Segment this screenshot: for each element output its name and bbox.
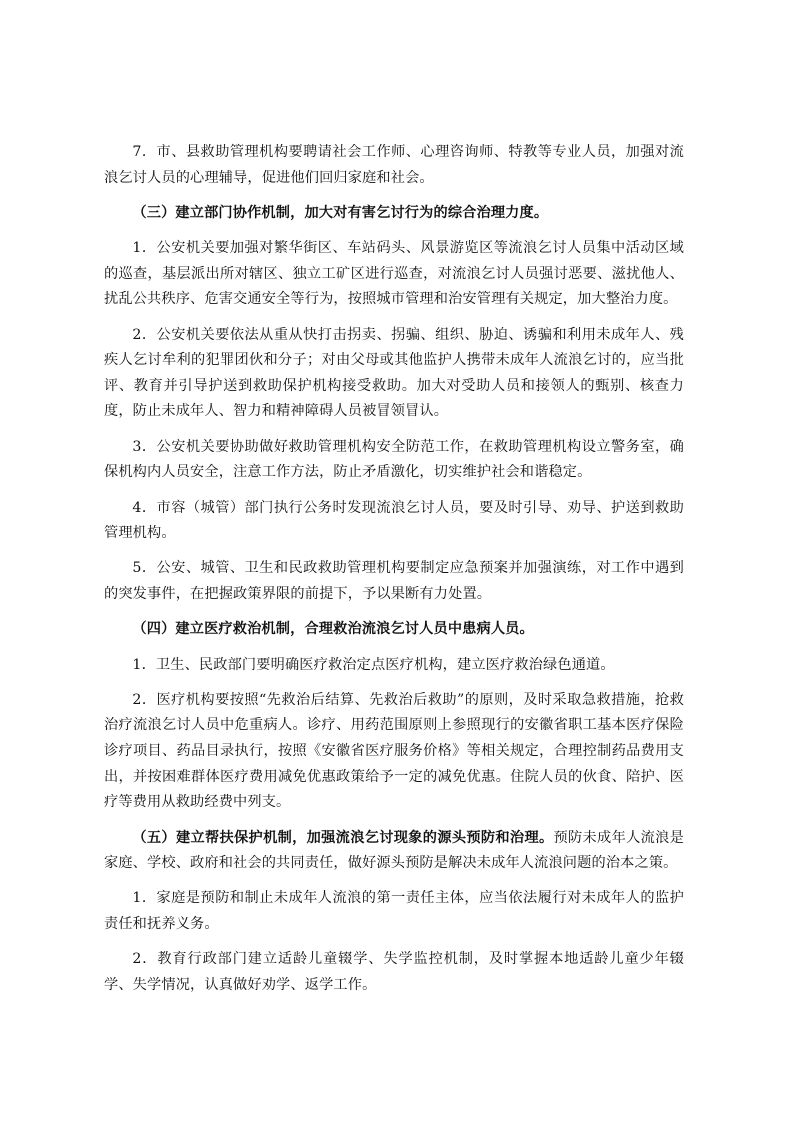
paragraph-5-1: 1．家庭是预防和制止未成年人流浪的第一责任主体，应当依法履行对未成年人的监护责任和抚养义务。 [104, 890, 684, 932]
section-heading-4: （四）建立医疗救治机制，合理救治流浪乞讨人员中患病人员。 [132, 621, 534, 638]
paragraph-3-4: 4．市容（城管）部门执行公务时发现流浪乞讨人员，要及时引导、劝导、护送到救助管理机构。 [104, 499, 684, 542]
document-body [104, 140, 684, 1008]
paragraph-5-2: 2．教育行政部门建立适龄儿童辍学、失学监控机制，及时掌握本地适龄儿童少年辍学、失学情况，认真做好劝学、返学工作。 [104, 951, 684, 993]
paragraph-3-3: 3．公安机关要协助做好救助管理机构安全防范工作，在救助管理机构设立警务室，确保机构内人员安全，注意工作方法，防止矛盾激化，切实维护社会和谐稳定。 [104, 438, 684, 481]
paragraph-3-5: 5．公安、城管、卫生和民政救助管理机构要制定应急预案并加强演练，对工作中遇到的突发事件，在把握政策界限的前提下，予以果断有力处置。 [104, 560, 684, 603]
section-heading-5-paragraph [104, 826, 684, 877]
section-heading-5: （五）建立帮扶保护机制，加强流浪乞讨现象的源头预防和治理。 [132, 829, 554, 846]
paragraph-4-1: 1．卫生、民政部门要明确医疗救治定点医疗机构，建立医疗救治绿色通道。 [132, 656, 615, 673]
paragraph-3-1: 1．公安机关要加强对繁华街区、车站码头、风景游览区等流浪乞讨人员集中活动区域的巡查，基层派出所对辖区、独立工矿区进行巡查，对流浪乞讨人员强讨恶要、滋扰他人、扰乱公共秩序、危害交通安全等行为，按照城市管理和治安管理有关规定，加大整治力度。 [104, 240, 684, 308]
paragraph-4-2: 2．医疗机构要按照“先救治后结算、先救治后救助”的原则，及时采取急救措施，抢救治疗流浪乞讨人员中危重病人。诊疗、用药范围原则上参照现行的安徽省职工基本医疗保险诊疗项目、药品目录执行，按照《安徽省医疗服务价格》等相关规定，合理控制药品费用支出，并按困难群体医疗费用减免优惠政策给予一定的减免优惠。住院人员的伙食、陪护、医疗等费用从救助经费中列支。 [104, 691, 684, 811]
section-heading-3: （三）建立部门协作机制，加大对有害乞讨行为的综合治理力度。 [132, 204, 549, 221]
section-5-intro: 预防未成年人流浪是家庭、学校、政府和社会的共同责任，做好源头预防是解决未成年人流浪问题的治本之策。 [104, 829, 684, 872]
paragraph-3-2: 2．公安机关要依法从重从快打击拐卖、拐骗、组织、胁迫、诱骗和利用未成年人、残疾人乞讨牟利的犯罪团伙和分子；对由父母或其他监护人携带未成年人流浪乞讨的，应当批评、教育并引导护送到救助保护机构接受救助。加大对受助人员和接领人的甄别、核查力度，防止未成年人、智力和精神障碍人员被冒领冒认。 [104, 326, 684, 420]
paragraph-7: 7．市、县救助管理机构要聘请社会工作师、心理咨询师、特教等专业人员，加强对流浪乞讨人员的心理辅导，促进他们回归家庭和社会。 [104, 144, 684, 186]
